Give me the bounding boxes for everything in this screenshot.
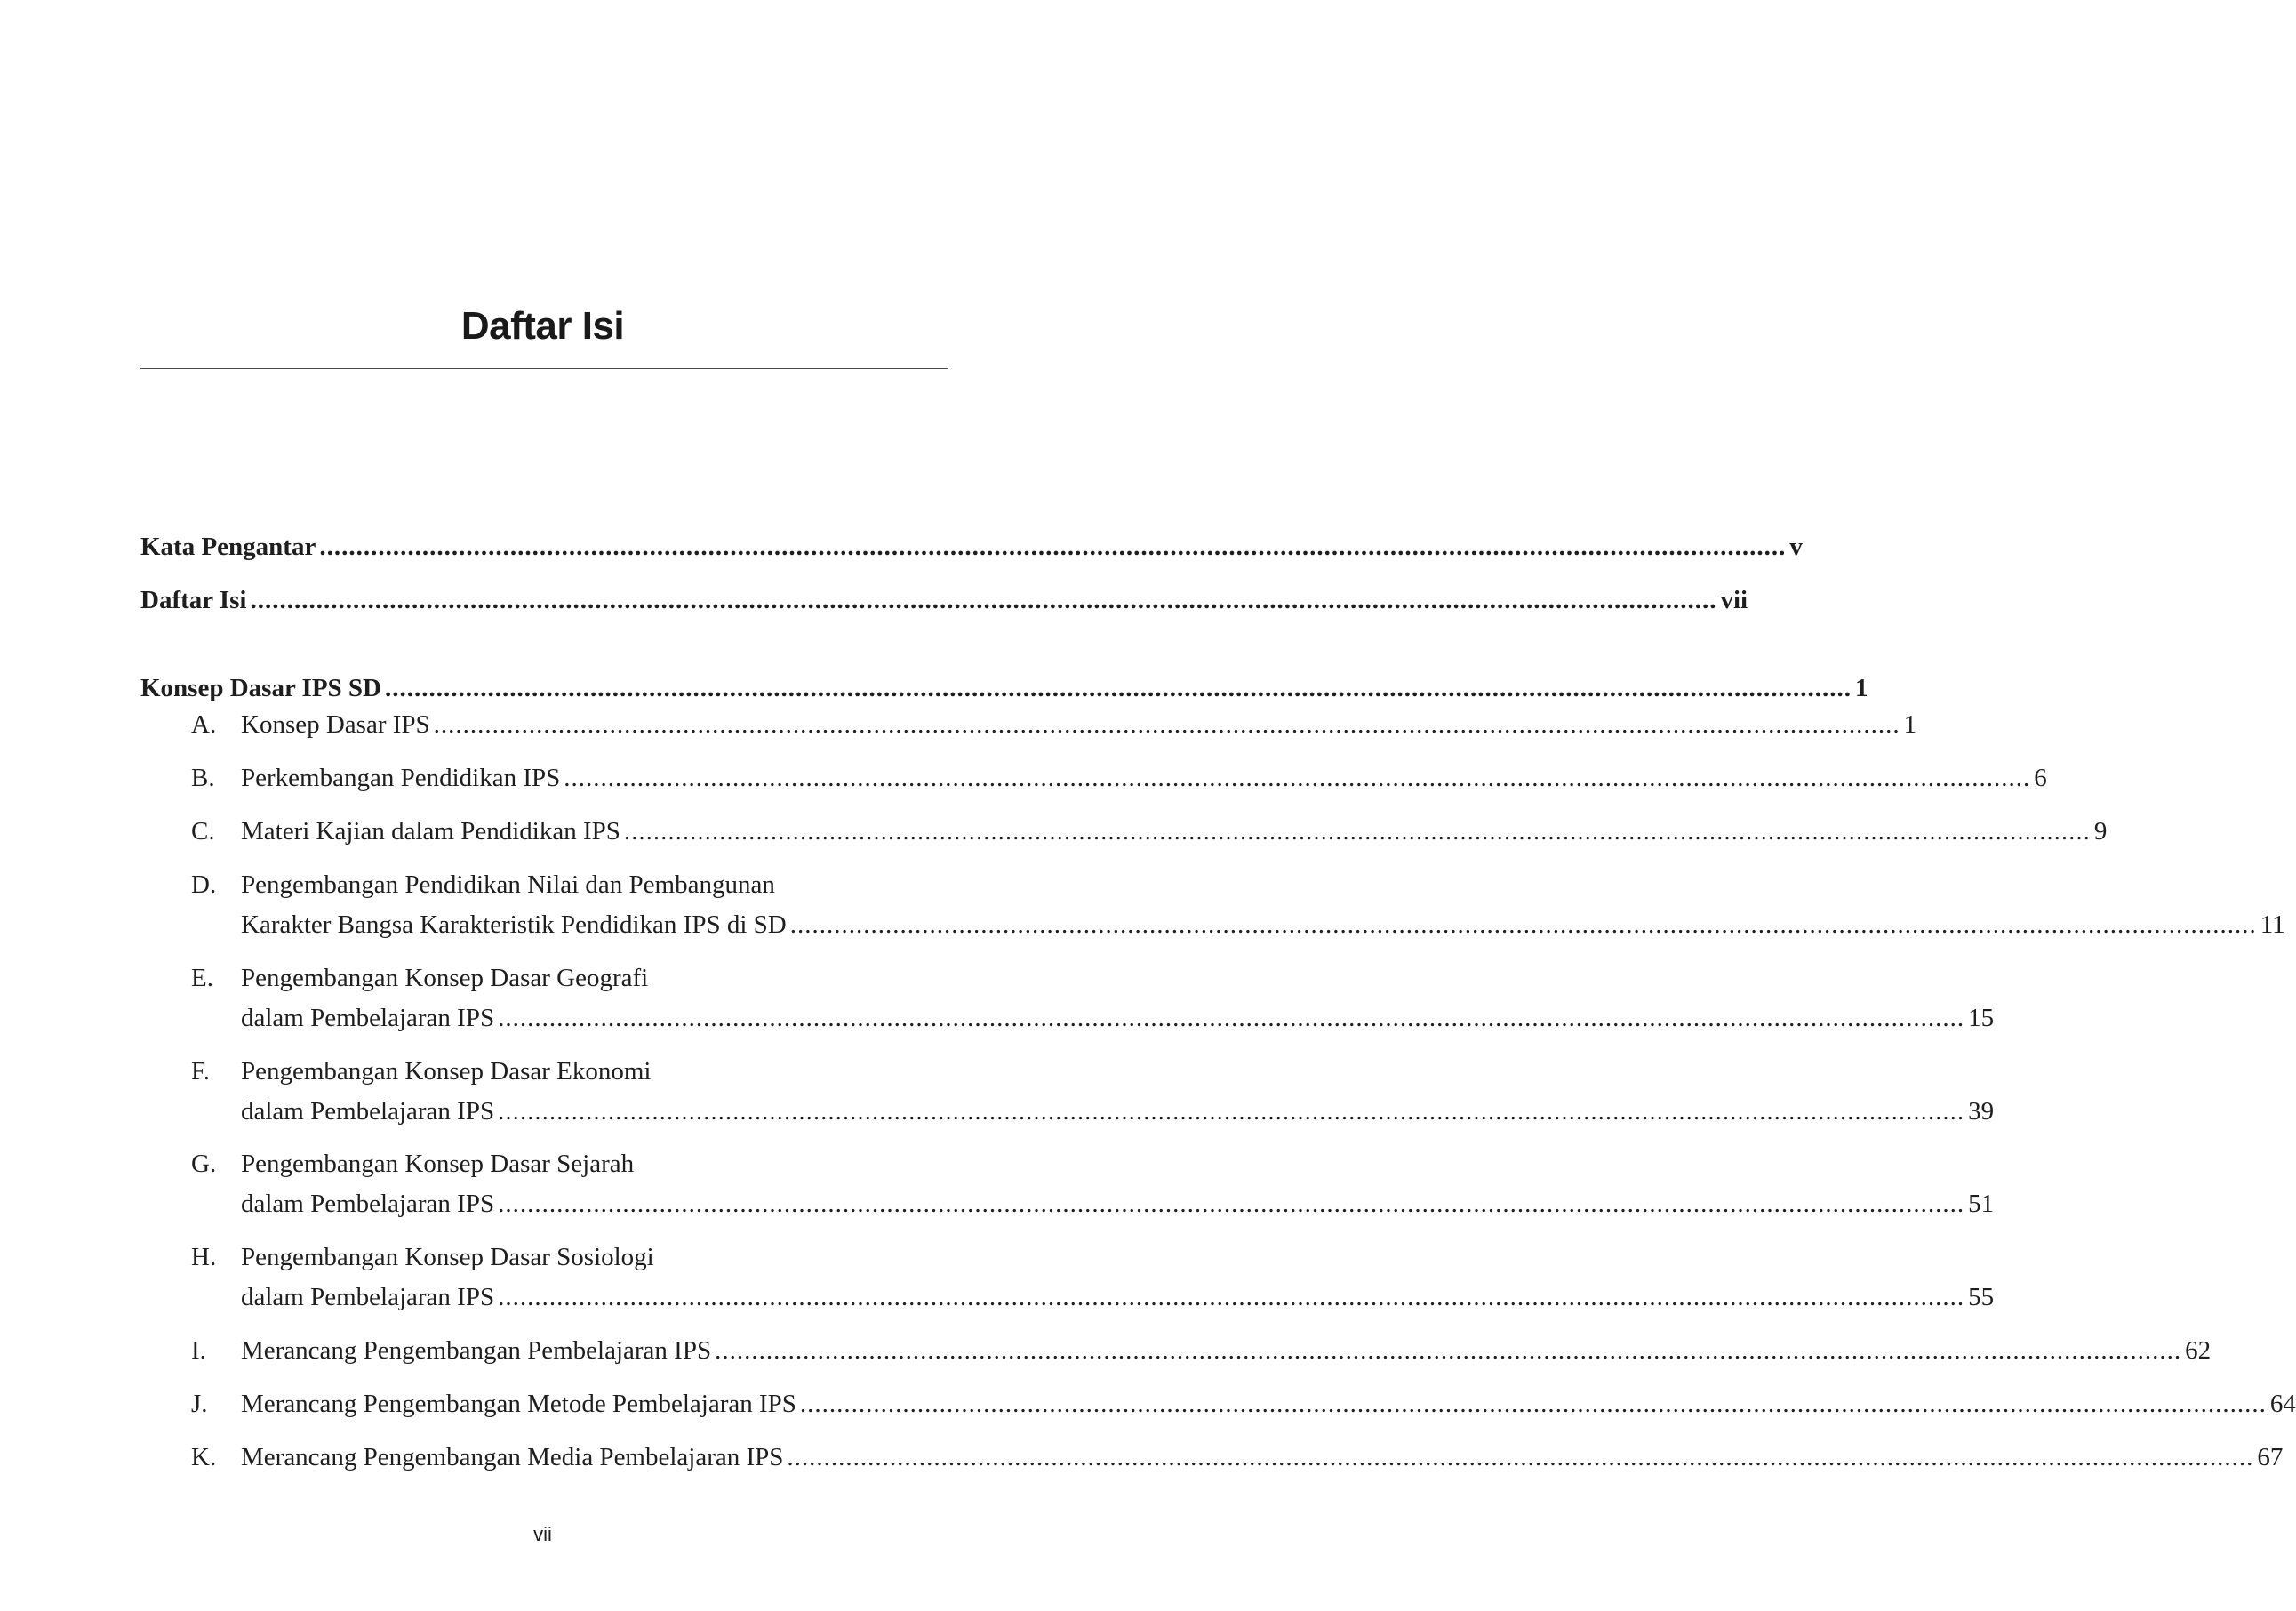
section-letter: I. [191, 1336, 206, 1365]
toc-entry-page: vii [1720, 586, 1748, 614]
section-text-continued: dalam Pembelajaran IPS [241, 1097, 495, 1126]
section-page: 9 [2093, 817, 2108, 846]
dot-leader: ........................................................................................................................................................................................................ [319, 533, 1787, 561]
section-letter: H. [191, 1243, 217, 1271]
section-page: 1 [1903, 710, 1917, 739]
section-text: Materi Kajian dalam Pendidikan IPS [241, 817, 620, 846]
toc-entry-text: Kata Pengantar [140, 533, 316, 561]
section-page: 39 [1968, 1097, 1995, 1126]
dot-leader: ........................................................................................................................................................................................................ [564, 764, 2031, 792]
section-letter: K. [191, 1443, 217, 1471]
section-text-continued: dalam Pembelajaran IPS [241, 1283, 495, 1311]
page-title: Daftar Isi [460, 304, 625, 348]
toc-section-i[interactable] [140, 1332, 2212, 1369]
toc-section-d[interactable] [140, 866, 948, 903]
section-text: Pengembangan Konsep Dasar Sosiologi [241, 1243, 654, 1271]
toc-section-e-continued[interactable] [140, 999, 1995, 1037]
section-letter: F. [191, 1057, 211, 1086]
toc-entry-page: v [1789, 533, 1803, 561]
toc-section-c[interactable] [140, 813, 2108, 850]
toc-chapter-text: Konsep Dasar IPS SD [140, 674, 381, 702]
toc-section-k[interactable] [140, 1439, 2284, 1476]
toc-section-f-continued[interactable] [140, 1093, 1995, 1130]
section-text: Merancang Pengembangan Pembelajaran IPS [241, 1336, 712, 1365]
section-text: Merancang Pengembangan Metode Pembelajaran IPS [241, 1390, 796, 1418]
section-text-continued: dalam Pembelajaran IPS [241, 1004, 495, 1032]
toc-section-f[interactable] [140, 1053, 948, 1090]
section-text-continued: Karakter Bangsa Karakteristik Pendidikan IPS di SD [241, 910, 787, 939]
section-text: Pengembangan Pendidikan Nilai dan Pembangunan [241, 870, 775, 899]
toc-section-h[interactable] [140, 1238, 948, 1276]
toc-entry-text: Daftar Isi [140, 586, 247, 614]
toc-entry-kata-pengantar[interactable] [140, 528, 1803, 565]
title-rule [140, 368, 948, 369]
section-letter: G. [191, 1150, 217, 1178]
dot-leader: ........................................................................................................................................................................................................ [498, 1004, 1965, 1032]
section-letter: D. [191, 870, 217, 899]
toc-section-h-continued[interactable] [140, 1278, 1995, 1316]
section-page: 11 [2260, 910, 2285, 939]
section-letter: C. [191, 817, 215, 846]
toc-section-a[interactable] [140, 706, 1917, 743]
section-page: 62 [2185, 1336, 2212, 1365]
section-letter: A. [191, 710, 217, 739]
dot-leader: ........................................................................................................................................................................................................ [715, 1336, 2182, 1365]
section-text: Pengembangan Konsep Dasar Ekonomi [241, 1057, 652, 1086]
section-text: Pengembangan Konsep Dasar Geografi [241, 964, 649, 992]
toc-chapter-page: 1 [1855, 674, 1868, 702]
dot-leader: ........................................................................................................................................................................................................ [250, 586, 1717, 614]
dot-leader: ........................................................................................................................................................................................................ [433, 710, 1900, 739]
dot-leader: ........................................................................................................................................................................................................ [498, 1283, 1965, 1311]
section-page: 55 [1968, 1283, 1995, 1311]
section-text: Konsep Dasar IPS [241, 710, 430, 739]
section-text: Pengembangan Konsep Dasar Sejarah [241, 1150, 635, 1178]
section-letter: E. [191, 964, 213, 992]
section-text: Merancang Pengembangan Media Pembelajaran IPS [241, 1443, 784, 1471]
section-letter: J. [191, 1390, 208, 1418]
section-text-continued: dalam Pembelajaran IPS [241, 1190, 495, 1218]
dot-leader: ........................................................................................................................................................................................................ [498, 1097, 1965, 1126]
page-number: vii [533, 1523, 552, 1545]
section-page: 51 [1968, 1190, 1995, 1218]
toc-section-g-continued[interactable] [140, 1185, 1995, 1222]
dot-leader: ........................................................................................................................................................................................................ [789, 910, 2257, 939]
section-page: 67 [2257, 1443, 2284, 1471]
toc-section-g[interactable] [140, 1145, 948, 1182]
section-page: 6 [2034, 764, 2047, 792]
section-letter: B. [191, 764, 215, 792]
dot-leader: ........................................................................................................................................................................................................ [799, 1390, 2267, 1418]
dot-leader: ........................................................................................................................................................................................................ [623, 817, 2091, 846]
section-text: Perkembangan Pendidikan IPS [241, 764, 561, 792]
dot-leader: ........................................................................................................................................................................................................ [498, 1190, 1965, 1218]
section-page: 15 [1968, 1004, 1995, 1032]
toc-section-d-continued[interactable] [140, 906, 2285, 943]
dot-leader: ........................................................................................................................................................................................................ [787, 1443, 2254, 1471]
toc-chapter[interactable] [140, 669, 1868, 707]
toc-entry-daftar-isi[interactable] [140, 581, 1748, 619]
toc-section-e[interactable] [140, 959, 948, 997]
dot-leader: ........................................................................................................................................................................................................ [385, 674, 1852, 702]
toc-section-j[interactable] [140, 1385, 2296, 1423]
section-page: 64 [2269, 1390, 2296, 1418]
toc-section-b[interactable] [140, 759, 2047, 797]
